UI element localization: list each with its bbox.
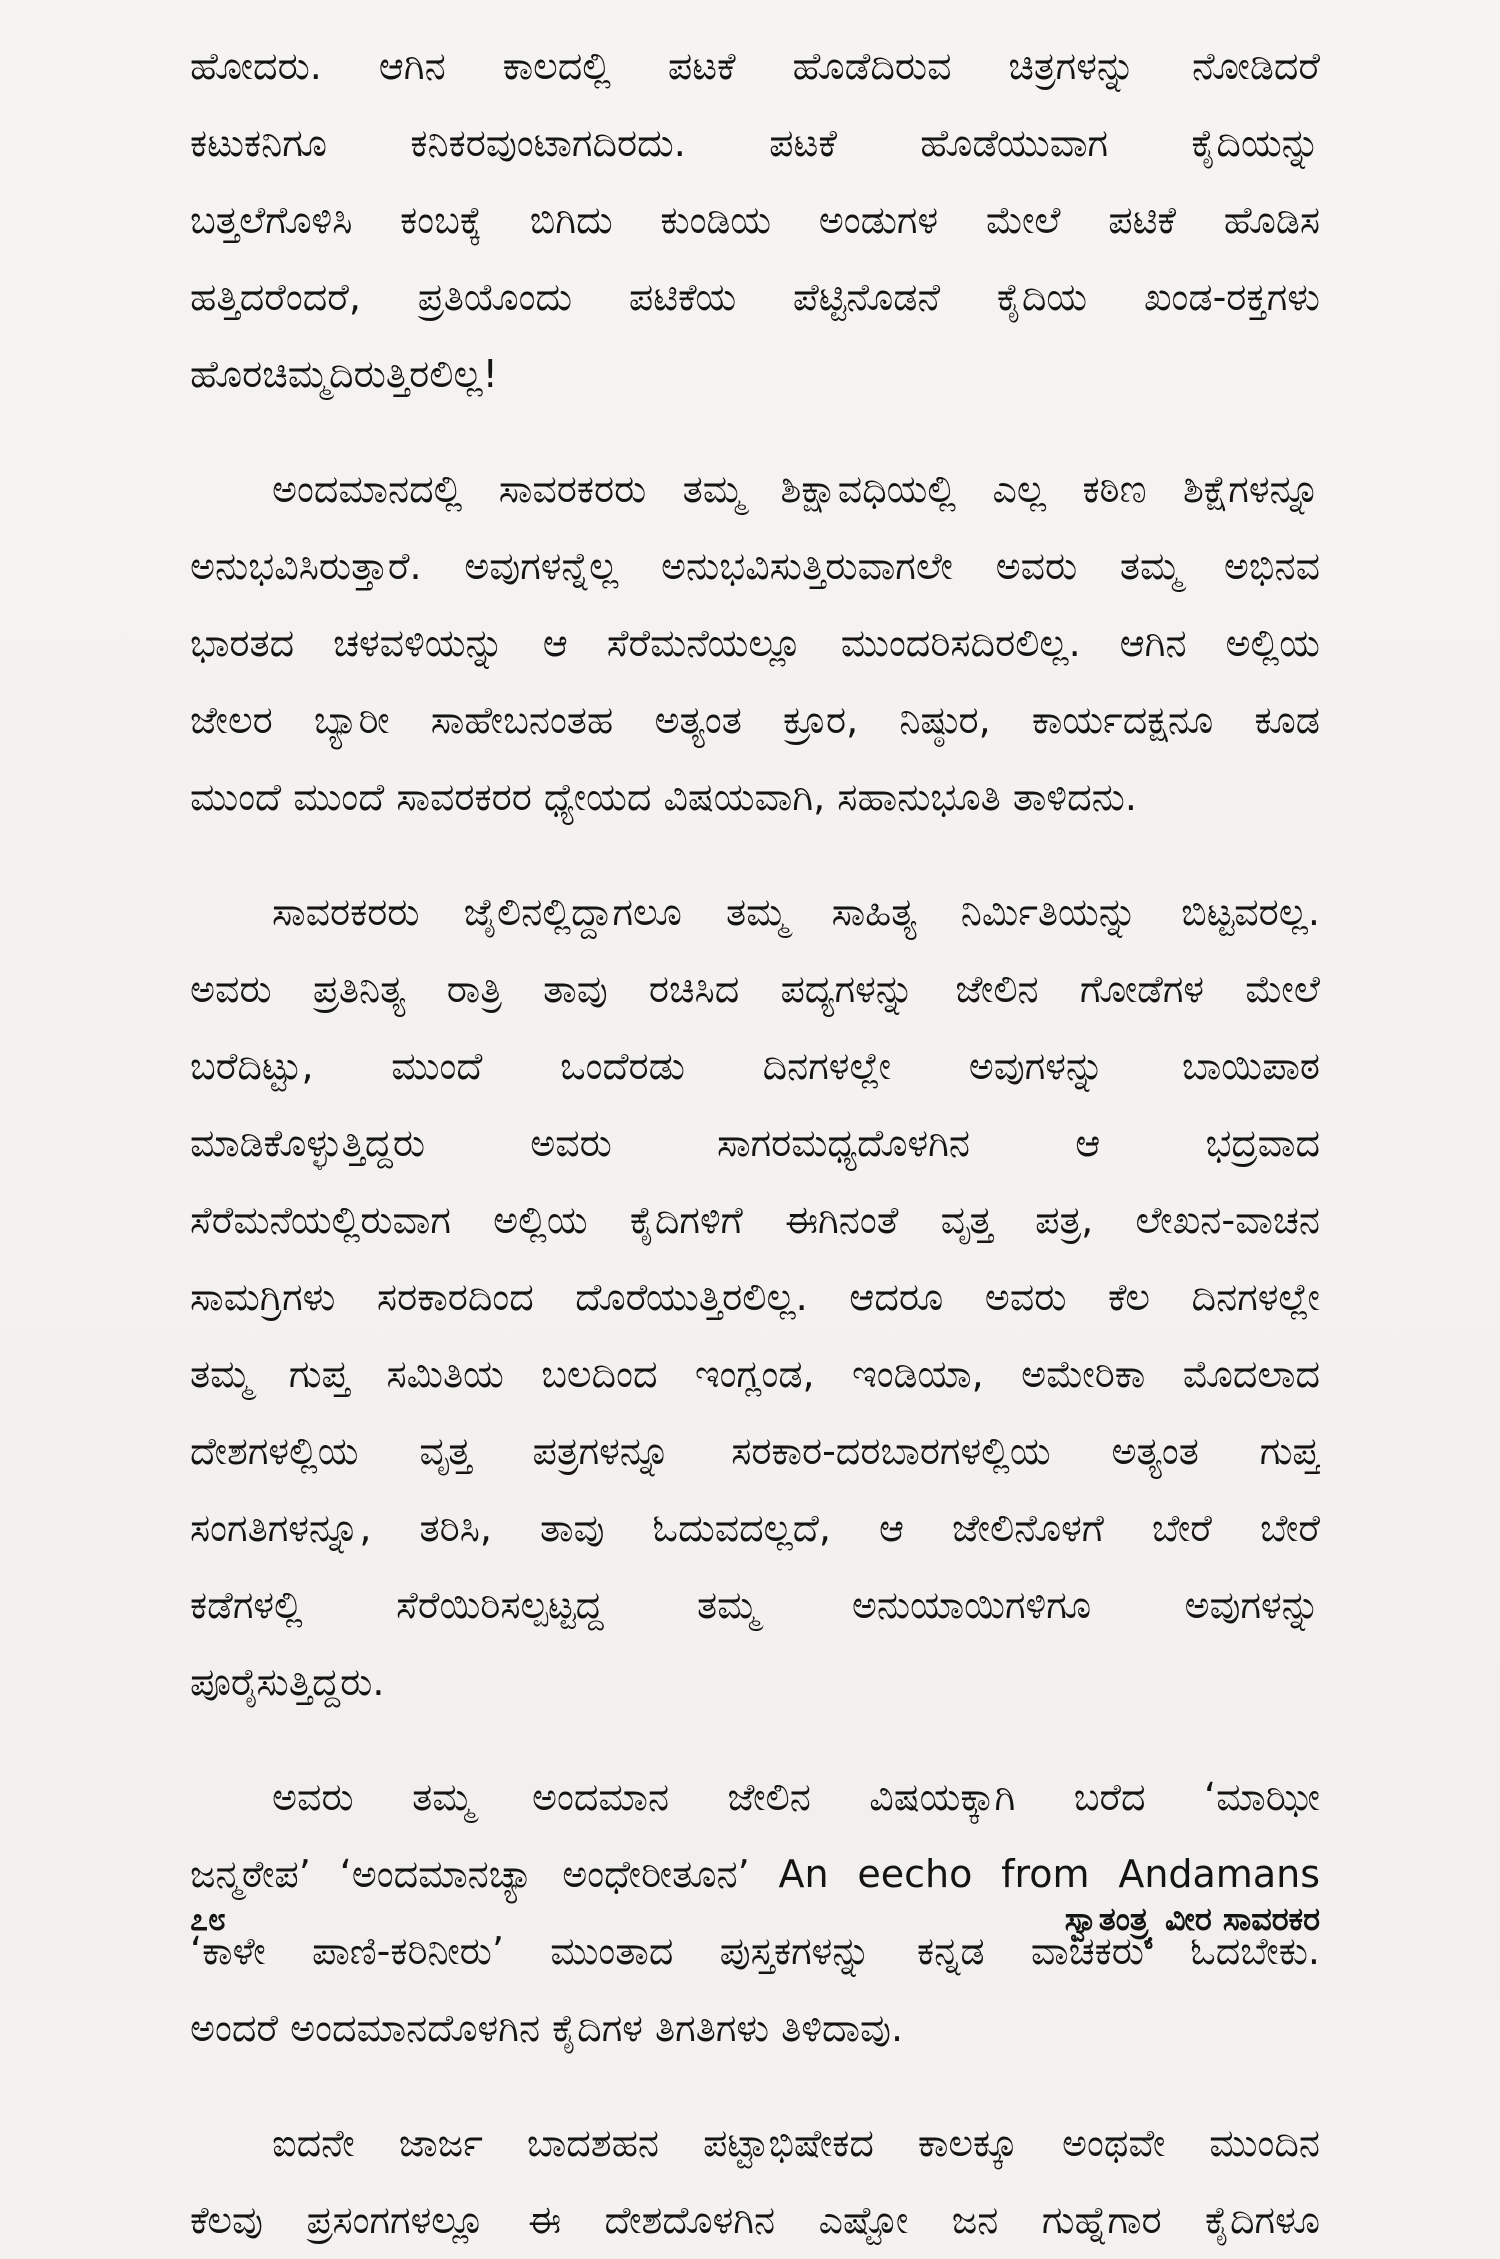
text-line: ಬತ್ತಲೆಗೊಳಿಸಿ ಕಂಬಕ್ಕೆ ಬಿಗಿದು ಕುಂಡಿಯ ಅಂಡುಗಳ ಮೇಲೆ ಪಟಿಕೆ ಹೊಡಿಸ bbox=[190, 198, 1320, 242]
text-line: ಜನ್ಮಠೇಪ’ ‘ಅಂದಮಾನಚ್ಯಾ ಅಂಧೇರೀತೂನ’ An eecho from Andamans bbox=[190, 1852, 1320, 1896]
text-line: ಹೋದರು. ಆಗಿನ ಕಾಲದಲ್ಲಿ ಪಟಕೆ ಹೊಡೆದಿರುವ ಚಿತ್ರಗಳನ್ನು ನೋಡಿದರೆ bbox=[190, 44, 1320, 88]
text-line: ಕಟುಕನಿಗೂ ಕನಿಕರವುಂಟಾಗದಿರದು. ಪಟಕೆ ಹೊಡೆಯುವಾಗ ಕೈದಿಯನ್ನು bbox=[190, 121, 1320, 165]
text-line: ಹೊರಚಿಮ್ಮದಿರುತ್ತಿರಲಿಲ್ಲ! bbox=[190, 352, 498, 396]
text-line: ಐದನೇ ಜಾರ್ಜ ಬಾದಶಹನ ಪಟ್ಟಾಭಿಷೇಕದ ಕಾಲಕ್ಕೂ ಅಂಥವೇ ಮುಂದಿನ bbox=[272, 2121, 1320, 2165]
page-number: ೭೮ bbox=[190, 1900, 226, 1938]
text-line: ದೇಶಗಳಲ್ಲಿಯ ವೃತ್ತ ಪತ್ರಗಳನ್ನೂ ಸರಕಾರ-ದರಬಾರಗಳಲ್ಲಿಯ ಅತ್ಯಂತ ಗುಪ್ತ bbox=[190, 1429, 1320, 1473]
text-line: ಸಾಮಗ್ರಿಗಳು ಸರಕಾರದಿಂದ ದೊರೆಯುತ್ತಿರಲಿಲ್ಲ. ಆದರೂ ಅವರು ಕೆಲ ದಿನಗಳಲ್ಲೇ bbox=[190, 1275, 1320, 1319]
text-line: ‘ಕಾಳೇ ಪಾಣಿ-ಕರಿನೀರು’ ಮುಂತಾದ ಪುಸ್ತಕಗಳನ್ನು ಕನ್ನಡ ವಾಚಕರು ಓದಬೇಕು. bbox=[190, 1929, 1320, 1973]
text-line: ಕೆಲವು ಪ್ರಸಂಗಗಳಲ್ಲೂ ಈ ದೇಶದೊಳಗಿನ ಎಷ್ಟೋ ಜನ ಗುಹ್ನೆಗಾರ ಕೈದಿಗಳೂ bbox=[190, 2198, 1320, 2242]
running-title: ಸ್ವಾತಂತ್ರ್ಯ ವೀರ ಸಾವರಕರ bbox=[1064, 1900, 1320, 1938]
text-line: ಬರೆದಿಟ್ಟು, ಮುಂದೆ ಒಂದೆರಡು ದಿನಗಳಲ್ಲೇ ಅವುಗಳನ್ನು ಬಾಯಿಪಾಠ bbox=[190, 1044, 1320, 1088]
text-line: ಅಂದಮಾನದಲ್ಲಿ ಸಾವರಕರರು ತಮ್ಮ ಶಿಕ್ಷಾವಧಿಯಲ್ಲಿ ಎಲ್ಲ ಕಠಿಣ ಶಿಕ್ಷೆಗಳನ್ನೂ bbox=[272, 467, 1320, 511]
text-line: ಪೂರೈಸುತ್ತಿದ್ದರು. bbox=[190, 1660, 385, 1704]
text-line: ಮಾಡಿಕೊಳ್ಳುತ್ತಿದ್ದರು ಅವರು ಸಾಗರಮಧ್ಯದೊಳಗಿನ ಆ ಭದ್ರವಾದ bbox=[190, 1121, 1320, 1165]
text-line: ಅನುಭವಿಸಿರುತ್ತಾರೆ. ಅವುಗಳನ್ನೆಲ್ಲ ಅನುಭವಿಸುತ್ತಿರುವಾಗಲೇ ಅವರು ತಮ್ಮ ಅಭಿನವ bbox=[190, 544, 1320, 588]
text-line: ಅಂದರೆ ಅಂದಮಾನದೊಳಗಿನ ಕೈದಿಗಳ ತಿಗತಿಗಳು ತಿಳಿದಾವು. bbox=[190, 2006, 904, 2050]
text-line: ಸೆರೆಮನೆಯಲ್ಲಿರುವಾಗ ಅಲ್ಲಿಯ ಕೈದಿಗಳಿಗೆ ಈಗಿನಂತೆ ವೃತ್ತ ಪತ್ರ, ಲೇಖನ-ವಾಚನ bbox=[190, 1198, 1320, 1242]
text-line: ಭಾರತದ ಚಳವಳಿಯನ್ನು ಆ ಸೆರೆಮನೆಯಲ್ಲೂ ಮುಂದರಿಸದಿರಲಿಲ್ಲ. ಆಗಿನ ಅಲ್ಲಿಯ bbox=[190, 621, 1320, 665]
text-line: ತಮ್ಮ ಗುಪ್ತ ಸಮಿತಿಯ ಬಲದಿಂದ ಇಂಗ್ಲಂಡ, ಇಂಡಿಯಾ, ಅಮೇರಿಕಾ ಮೊದಲಾದ bbox=[190, 1352, 1320, 1396]
text-line: ಜೇಲರ ಬ್ಯಾರೀ ಸಾಹೇಬನಂತಹ ಅತ್ಯಂತ ಕ್ರೂರ, ನಿಷ್ಠುರ, ಕಾರ್ಯದಕ್ಷನೂ ಕೂಡ bbox=[190, 698, 1320, 742]
text-line: ಸಾವರಕರರು ಜೈಲಿನಲ್ಲಿದ್ದಾಗಲೂ ತಮ್ಮ ಸಾಹಿತ್ಯ ನಿರ್ಮಿತಿಯನ್ನು ಬಿಟ್ಟವರಲ್ಲ. bbox=[272, 890, 1320, 934]
text-line: ಹತ್ತಿದರೆಂದರೆ, ಪ್ರತಿಯೊಂದು ಪಟಿಕೆಯ ಪೆಟ್ಟಿನೊಡನೆ ಕೈದಿಯ ಖಂಡ-ರಕ್ತಗಳು bbox=[190, 275, 1320, 319]
page-footer bbox=[190, 1900, 1320, 1960]
text-line: ಕಡೆಗಳಲ್ಲಿ ಸೆರೆಯಿರಿಸಲ್ಪಟ್ಟದ್ದ ತಮ್ಮ ಅನುಯಾಯಿಗಳಿಗೂ ಅವುಗಳನ್ನು bbox=[190, 1583, 1320, 1627]
text-line: ಸಂಗತಿಗಳನ್ನೂ, ತರಿಸಿ, ತಾವು ಓದುವದಲ್ಲದೆ, ಆ ಜೇಲಿನೊಳಗೆ ಬೇರೆ ಬೇರೆ bbox=[190, 1506, 1320, 1550]
text-line: ಮುಂದೆ ಮುಂದೆ ಸಾವರಕರರ ಧ್ಯೇಯದ ವಿಷಯವಾಗಿ, ಸಹಾನುಭೂತಿ ತಾಳಿದನು. bbox=[190, 775, 1137, 819]
text-line: ಅವರು ಪ್ರತಿನಿತ್ಯ ರಾತ್ರಿ ತಾವು ರಚಿಸಿದ ಪದ್ಯಗಳನ್ನು ಜೇಲಿನ ಗೋಡೆಗಳ ಮೇಲೆ bbox=[190, 967, 1320, 1011]
text-line: ಅವರು ತಮ್ಮ ಅಂದಮಾನ ಜೇಲಿನ ವಿಷಯಕ್ಕಾಗಿ ಬರೆದ ‘ಮಾಝೀ bbox=[272, 1775, 1320, 1819]
